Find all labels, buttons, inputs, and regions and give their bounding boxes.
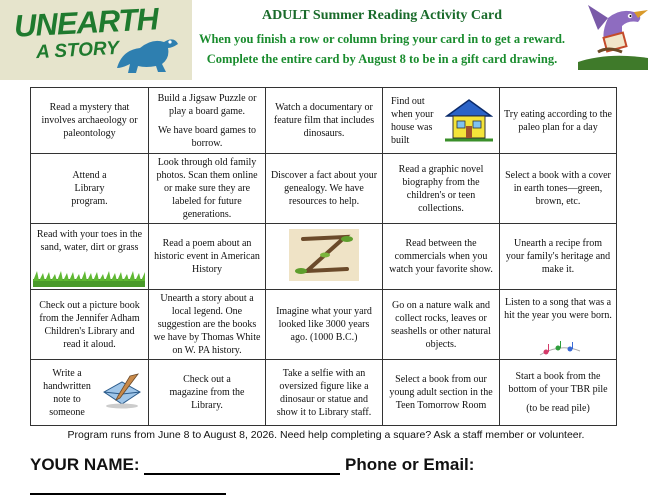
square-family-photos[interactable] [149,154,266,224]
logo-line2: A STORY [35,37,120,64]
drawing-instruction: Complete the entire card by August 8 to be in a gift card drawing. [206,52,558,66]
square-hit-song[interactable] [500,290,617,360]
square-text: Discover a fact about your genealogy. We have resources to help. [270,170,378,207]
square-text: Unearth a recipe from your family's heritage and make it. [505,238,611,275]
logo-line1: UNEARTH [13,1,159,44]
square-text: Check out a magazine from the Library. [169,374,245,411]
square-magazine[interactable] [149,360,266,426]
square-family-recipe[interactable] [500,224,617,290]
house-icon [445,96,493,142]
square-text: Take a selfie with an oversized figure like a dinosaur or statue and show it to Library staff. [276,367,372,418]
square-text: Attend a Library program. [71,170,108,207]
square-text: Select a book from our young adult section in the Teen Tomorrow Room [389,374,493,411]
name-field[interactable] [144,457,340,475]
square-toes-in-sand[interactable] [31,224,149,290]
square-yard-3000-years[interactable] [266,290,383,360]
square-mystery-archaeology[interactable] [31,88,149,154]
free-space-square [266,224,383,290]
contact-form [30,455,652,495]
square-text: Look through old family photos. Scan them online or make sure they are labeled for future generations. [156,157,258,220]
name-label: YOUR NAME: [30,455,140,474]
square-genealogy[interactable] [266,154,383,224]
square-text: Read a graphic novel biography from the children's or teen collections. [398,163,484,214]
square-text: Listen to a song that was a hit the year you were born. [504,297,612,321]
square-read-commercials[interactable] [383,224,500,290]
square-graphic-novel[interactable] [383,154,500,224]
square-paleo-plan[interactable] [500,88,617,154]
square-text: Read a mystery that involves archaeology or paleontology [41,102,138,139]
program-footer: Program runs from June 8 to August 8, 2026. Need help completing a square? Ask a staff member or volunteer. [67,429,585,441]
square-library-program[interactable] [31,154,149,224]
unearth-a-story-logo [0,0,192,80]
square-text: Read with your toes in the sand, water, dirt or grass [36,229,143,253]
square-dinosaur-documentary[interactable] [266,88,383,154]
activity-grid [30,87,617,426]
square-subtext: (to be read pile) [526,403,590,414]
square-subtext: We have board games to borrow. [157,124,257,149]
music-notes-icon [538,341,582,357]
pterodactyl-reading-icon [578,0,648,70]
square-selfie[interactable] [266,360,383,426]
square-young-adult-book[interactable] [383,360,500,426]
square-text: Select a book with a cover in earth tones—green, brown, etc. [505,170,611,207]
square-local-legend[interactable] [149,290,266,360]
square-text: Unearth a story about a local legend. One suggestion are the books we have by Thomas White on W. PA history. [153,293,261,356]
square-text: Check out a picture book from the Jennifer Adham Children's Library and read it aloud. [39,299,140,350]
square-handwritten-note[interactable] [31,360,149,426]
contact-label: Phone or Email: [345,455,475,474]
dinosaur-logo-icon [112,30,182,75]
reward-instruction: When you finish a row or column bring your card in to get a reward. [198,32,566,46]
square-text: Try eating according to the paleo plan for a day [504,108,612,133]
square-text: Read a poem about an historic event in American History [154,238,260,275]
square-tbr-pile[interactable] [500,360,617,426]
square-earth-tone-cover[interactable] [500,154,617,224]
square-text: Read between the commercials when you watch your favorite show. [389,238,493,275]
contact-field[interactable] [30,477,226,495]
square-text: Start a book from the bottom of your TBR pile [508,371,608,395]
branch-z-icon [289,229,359,281]
grass-icon [33,271,145,287]
square-text: Write a handwritten note to someone [43,367,91,418]
square-text: Build a Jigsaw Puzzle or play a board game. [157,92,257,117]
square-jigsaw-puzzle[interactable] [149,88,266,154]
square-text: Go on a nature walk and collect rocks, leaves or seashells or other natural objects. [391,299,491,350]
square-text: Watch a documentary or feature film that includes dinosaurs. [273,102,375,139]
square-historic-poem[interactable] [149,224,266,290]
card-title: ADULT Summer Reading Activity Card [261,8,503,23]
square-text: Find out when your house was built [391,95,434,146]
square-text: Imagine what your yard looked like 3000 years ago. (1000 B.C.) [276,306,372,343]
letter-writing-icon [100,372,144,410]
square-nature-walk[interactable] [383,290,500,360]
square-picture-book[interactable] [31,290,149,360]
square-house-built[interactable] [383,88,500,154]
